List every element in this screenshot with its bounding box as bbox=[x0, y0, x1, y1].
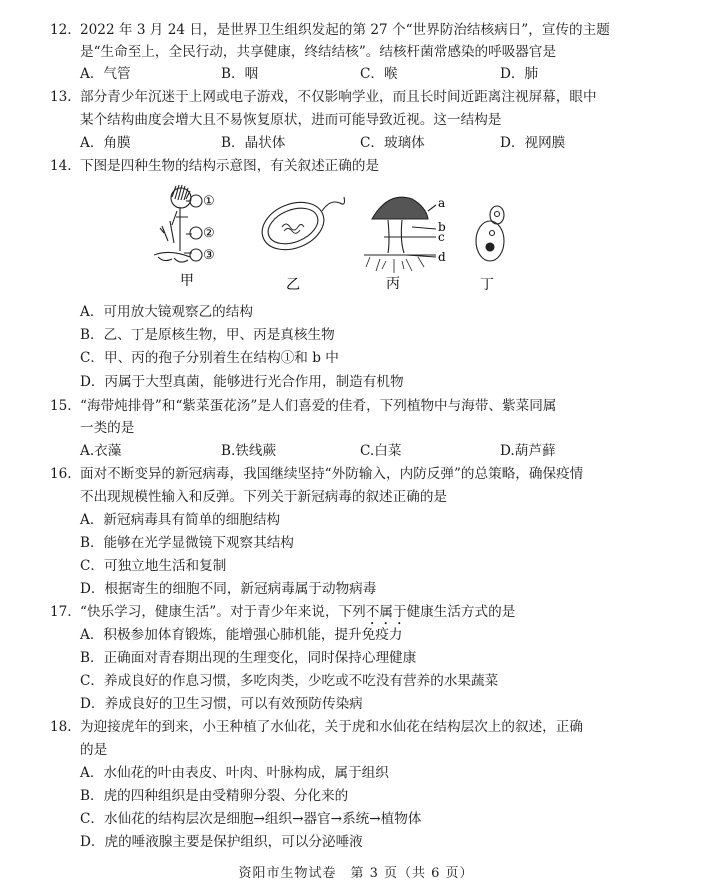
question-stem-line: 是“生命至上，全民行动，共享健康，终结结核”。结核杆菌常感染的呼吸器官是 bbox=[80, 44, 557, 60]
option-a: A．新冠病毒具有简单的细胞结构 bbox=[80, 512, 281, 528]
option-b: B．正确面对青春期出现的生理变化，同时保持心理健康 bbox=[80, 650, 417, 666]
page-footer: 资阳市生物试卷 第 3 页（共 6 页） bbox=[238, 866, 474, 881]
option-d: D．根据寄生的细胞不同，新冠病毒属于动物病毒 bbox=[80, 581, 377, 597]
question-stem-line: “海带炖排骨”和“紫菜蛋花汤”是人们喜爱的佳肴，下列植物中与海带、紫菜同属 bbox=[80, 398, 557, 414]
figure-caption: 丙 bbox=[386, 276, 400, 292]
option-d: D．虎的唾液腺主要是保护组织，可以分泌唾液 bbox=[80, 834, 363, 850]
option-b: B．乙、丁是原核生物，甲、丙是真核生物 bbox=[80, 327, 335, 343]
option-a: A．可用放大镜观察乙的结构 bbox=[80, 304, 253, 320]
option-a: A．角膜 bbox=[80, 135, 131, 151]
ding-organism-drawing bbox=[476, 206, 504, 261]
option-c: C．可独立地生活和复制 bbox=[80, 558, 227, 574]
option-d: D．视网膜 bbox=[500, 135, 566, 151]
figure-label: a bbox=[438, 196, 446, 210]
option-b: B．能够在光学显微镜下观察其结构 bbox=[80, 535, 294, 551]
option-b: B．咽 bbox=[221, 66, 259, 82]
question-number: 16. bbox=[50, 466, 72, 482]
option-d: D．丙属于大型真菌，能够进行光合作用，制造有机物 bbox=[80, 374, 404, 390]
question-number: 13. bbox=[50, 89, 72, 105]
organism-figure bbox=[150, 181, 530, 296]
figure-label: ① bbox=[203, 194, 215, 209]
option-b: B．虎的四种组织是由受精卵分裂、分化来的 bbox=[80, 788, 349, 804]
option-c: C.白菜 bbox=[360, 443, 402, 459]
question-stem-line: “快乐学习，健康生活”。对于青少年来说，下列不属于健康生活方式的是 bbox=[80, 604, 516, 620]
figure-caption: 甲 bbox=[180, 273, 194, 289]
option-c: C．水仙花的结构层次是细胞→组织→器官→系统→植物体 bbox=[80, 811, 422, 827]
option-d: D．养成良好的卫生习惯，可以有效预防传染病 bbox=[80, 696, 363, 712]
bing-organism-drawing bbox=[364, 197, 436, 273]
question-stem-line: 一类的是 bbox=[80, 420, 135, 436]
yi-organism-drawing bbox=[255, 194, 344, 259]
figure-label: c bbox=[438, 230, 445, 244]
option-a: A.衣藻 bbox=[80, 443, 122, 459]
question-number: 12. bbox=[50, 22, 72, 38]
question-stem-line: 的是 bbox=[80, 742, 108, 758]
option-c: C．甲、丙的孢子分别着生在结构①和 b 中 bbox=[80, 350, 339, 366]
option-c: C．玻璃体 bbox=[360, 135, 425, 151]
question-stem-line: 部分青少年沉迷于上网或电子游戏，不仅影响学业，而且长时间近距离注视屏幕，眼中 bbox=[80, 89, 597, 105]
option-c: C．喉 bbox=[360, 66, 398, 82]
figure-caption: 丁 bbox=[480, 277, 494, 293]
option-b: B．晶状体 bbox=[221, 135, 286, 151]
emphasized-not-phrase: 不属于 bbox=[365, 604, 407, 620]
question-number: 17. bbox=[50, 604, 72, 620]
question-stem-line: 某个结构曲度会增大且不易恢复原状，进而可能导致近视。这一结构是 bbox=[80, 112, 502, 128]
question-stem-line: 下图是四种生物的结构示意图，有关叙述正确的是 bbox=[80, 158, 380, 174]
option-c: C．养成良好的作息习惯，多吃肉类，少吃或不吃没有营养的水果蔬菜 bbox=[80, 673, 499, 689]
option-b: B.铁线蕨 bbox=[221, 443, 277, 459]
question-number: 18. bbox=[50, 719, 72, 735]
figure-caption: 乙 bbox=[286, 277, 300, 293]
figure-label: ③ bbox=[203, 248, 215, 263]
question-stem-line: 为迎接虎年的到来，小王种植了水仙花，关于虎和水仙花在结构层次上的叙述，正确 bbox=[80, 719, 583, 735]
figure-label: d bbox=[438, 250, 446, 264]
option-a: A．气管 bbox=[80, 66, 131, 82]
option-a: A．水仙花的叶由表皮、叶肉、叶脉构成，属于组织 bbox=[80, 765, 389, 781]
jia-organism-drawing bbox=[154, 185, 202, 262]
question-stem-line: 2022 年 3 月 24 日，是世界卫生组织发起的第 27 个“世界防治结核病日”，宣传的主题 bbox=[80, 22, 610, 38]
figure-label: ② bbox=[203, 226, 215, 241]
figure-label: b bbox=[438, 220, 446, 234]
question-stem-line: 不出现规模性输入和反弹。下列关于新冠病毒的叙述正确的是 bbox=[80, 489, 448, 505]
question-number: 15. bbox=[50, 398, 72, 414]
question-number: 14. bbox=[50, 158, 72, 174]
option-d: D．肺 bbox=[500, 66, 539, 82]
question-stem-line: 面对不断变异的新冠病毒，我国继续坚持“外防输入，内防反弹”的总策略，确保疫情 bbox=[80, 466, 584, 482]
option-d: D.葫芦藓 bbox=[500, 443, 556, 459]
option-a: A．积极参加体育锻炼，能增强心肺机能，提升免疫力 bbox=[80, 627, 403, 643]
